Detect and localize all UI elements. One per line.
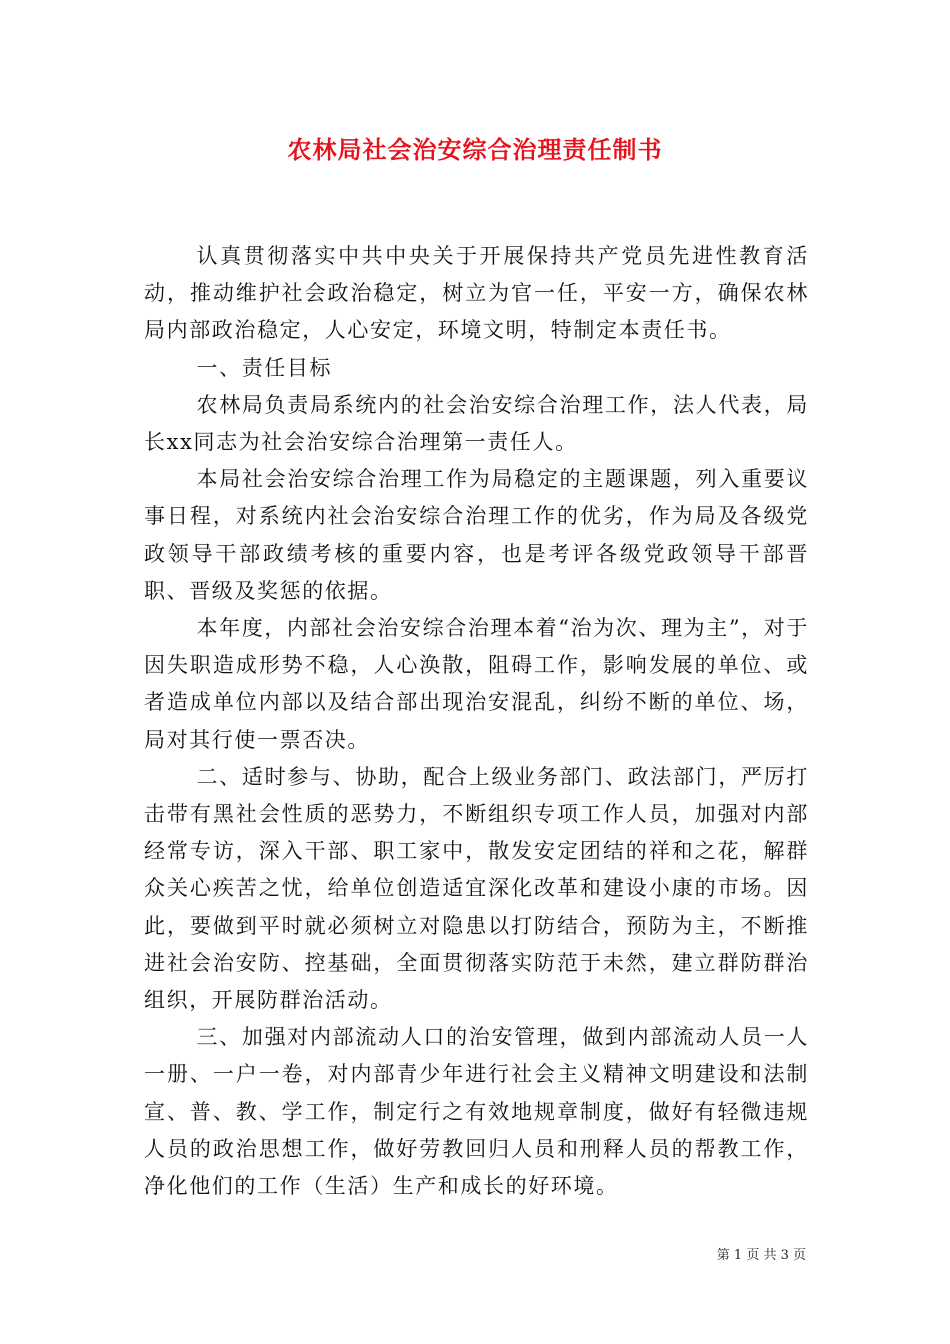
page-number-footer: 第 1 页 共 3 页 <box>716 1248 806 1263</box>
paragraph-section-three: 三、加强对内部流动人口的治安管理，做到内部流动人员一人一册、一户一卷，对内部青少年进行社会主义精神文明建设和法制宣、普、教、学工作，制定行之有效地规章制度，做好有轻微违规人员的政治思想工作，做好劳教回归人员和刑释人员的帮教工作，净化他们的工作（生活）生产和成长的好环境。 <box>144 1025 809 1199</box>
paragraph-agenda: 本局社会治安综合治理工作为局稳定的主题课题，列入重要议事日程，对系统内社会治安综合治理工作的优劣，作为局及各级党政领导干部政绩考核的重要内容，也是考评各级党政领导干部晋职、晋级及奖惩的依据。 <box>144 467 809 603</box>
paragraph-section-two: 二、适时参与、协助，配合上级业务部门、政法部门，严厉打击带有黑社会性质的恶势力，不断组织专项工作人员，加强对内部经常专访，深入干部、职工家中，散发安定团结的祥和之花，解群众关心疾苦之忧，给单位创造适宜深化改革和建设小康的市场。因此，要做到平时就必须树立对隐患以打防结合，预防为主，不断推进社会治安防、控基础，全面贯彻落实防范于未然，建立群防群治组织，开展防群治活动。 <box>144 764 809 1013</box>
document-body <box>144 238 809 1205</box>
paragraph-responsible-person: 农林局负责局系统内的社会治安综合治理工作，法人代表，局长xx同志为社会治安综合治理第一责任人。 <box>144 392 809 455</box>
section-heading-responsibility-goal: 一、责任目标 <box>196 355 333 380</box>
document-title: 农林局社会治安综合治理责任制书 <box>287 135 663 164</box>
paragraph-intro: 认真贯彻落实中共中央关于开展保持共产党员先进性教育活动，推动维护社会政治稳定，树立为官一任，平安一方，确保农林局内部政治稳定，人心安定，环境文明，特制定本责任书。 <box>144 244 809 343</box>
paragraph-annual-veto: 本年度，内部社会治安综合治理本着“治为次、理为主”，对于因失职造成形势不稳，人心涣散，阻碍工作，影响发展的单位、或者造成单位内部以及结合部出现治安混乱，纠纷不断的单位、场，局对其行使一票否决。 <box>144 616 809 752</box>
